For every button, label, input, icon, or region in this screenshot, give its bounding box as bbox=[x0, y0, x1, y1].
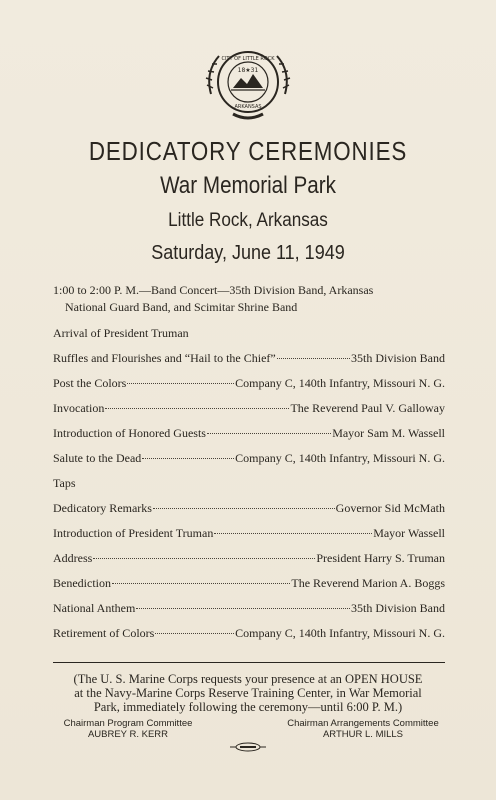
program-item bbox=[53, 525, 445, 542]
item-value: 35th Division Band bbox=[350, 601, 445, 615]
item-label: Salute to the Dead bbox=[53, 451, 142, 465]
program-item bbox=[53, 600, 445, 617]
open-house-notice bbox=[40, 672, 456, 714]
event-date: Saturday, June 11, 1949 bbox=[151, 242, 345, 264]
item-value: Mayor Sam M. Wassell bbox=[332, 426, 445, 440]
city-seal-icon bbox=[203, 42, 293, 124]
item-label: Retirement of Colors bbox=[53, 626, 155, 640]
leader-dots bbox=[155, 633, 234, 634]
leader-dots bbox=[93, 558, 315, 559]
item-value: Company C, 140th Infantry, Missouri N. G. bbox=[235, 626, 445, 640]
signature-program-committee bbox=[38, 718, 218, 740]
taps-line: Taps bbox=[53, 476, 76, 490]
seal-ring-text: CITY OF LITTLE ROCK bbox=[221, 56, 275, 62]
program-item bbox=[53, 350, 445, 367]
program-item bbox=[53, 575, 445, 592]
item-value: 35th Division Band bbox=[350, 351, 445, 365]
item-value: The Reverend Paul V. Galloway bbox=[290, 401, 445, 415]
item-value: The Reverend Marion A. Boggs bbox=[291, 576, 445, 590]
item-value: Company C, 140th Infantry, Missouri N. G. bbox=[235, 451, 445, 465]
concert-line-2: National Guard Band, and Scimitar Shrine Band bbox=[65, 300, 298, 314]
item-value: Mayor Wassell bbox=[373, 526, 445, 540]
page-title: DEDICATORY CEREMONIES bbox=[88, 136, 408, 166]
program-item bbox=[53, 625, 445, 642]
item-label: Dedicatory Remarks bbox=[53, 501, 152, 515]
signature-title: Chairman Program Committee bbox=[63, 718, 193, 729]
item-label: Benediction bbox=[53, 576, 111, 590]
seal-state: ARKANSAS bbox=[234, 104, 262, 110]
program-item bbox=[53, 425, 445, 442]
signature-name: AUBREY R. KERR bbox=[87, 729, 169, 740]
leader-dots bbox=[153, 508, 335, 509]
item-label: Address bbox=[53, 551, 93, 565]
concert-line-1: 1:00 to 2:00 P. M.—Band Concert—35th Division Band, Arkansas bbox=[53, 283, 374, 297]
item-value: President Harry S. Truman bbox=[316, 551, 445, 565]
program-item bbox=[53, 500, 445, 517]
notice-line-3: Park, immediately following the ceremony—until 6:00 P. M.) bbox=[93, 700, 403, 714]
signature-arrangements-committee bbox=[268, 718, 458, 740]
program-item bbox=[53, 550, 445, 567]
signature-title: Chairman Arrangements Committee bbox=[287, 718, 439, 729]
leader-dots bbox=[277, 358, 350, 359]
item-value: Governor Sid McMath bbox=[335, 501, 445, 515]
program-list bbox=[53, 282, 445, 642]
notice-line-2: at the Navy-Marine Corps Reserve Training Center, in War Memorial bbox=[74, 686, 422, 700]
signature-name: ARTHUR L. MILLS bbox=[322, 729, 404, 740]
leader-dots bbox=[207, 433, 331, 434]
union-label-icon bbox=[228, 742, 268, 752]
program-item bbox=[53, 400, 445, 417]
arrival-line: Arrival of President Truman bbox=[53, 326, 189, 340]
leader-dots bbox=[136, 608, 350, 609]
park-name: War Memorial Park bbox=[160, 172, 336, 199]
divider bbox=[53, 662, 445, 663]
program-item bbox=[53, 450, 445, 467]
item-label: Ruffles and Flourishes and “Hail to the Chief” bbox=[53, 351, 276, 365]
item-label: Invocation bbox=[53, 401, 105, 415]
leader-dots bbox=[112, 583, 290, 584]
location: Little Rock, Arkansas bbox=[168, 210, 328, 231]
program-item bbox=[53, 375, 445, 392]
item-label: Introduction of Honored Guests bbox=[53, 426, 206, 440]
item-label: Post the Colors bbox=[53, 376, 127, 390]
leader-dots bbox=[142, 458, 234, 459]
leader-dots bbox=[214, 533, 372, 534]
item-value: Company C, 140th Infantry, Missouri N. G. bbox=[235, 376, 445, 390]
leader-dots bbox=[105, 408, 289, 409]
seal-year: 18★31 bbox=[237, 67, 259, 74]
notice-line-1: (The U. S. Marine Corps requests your presence at an OPEN HOUSE bbox=[73, 672, 423, 686]
leader-dots bbox=[127, 383, 234, 384]
item-label: National Anthem bbox=[53, 601, 136, 615]
item-label: Introduction of President Truman bbox=[53, 526, 214, 540]
